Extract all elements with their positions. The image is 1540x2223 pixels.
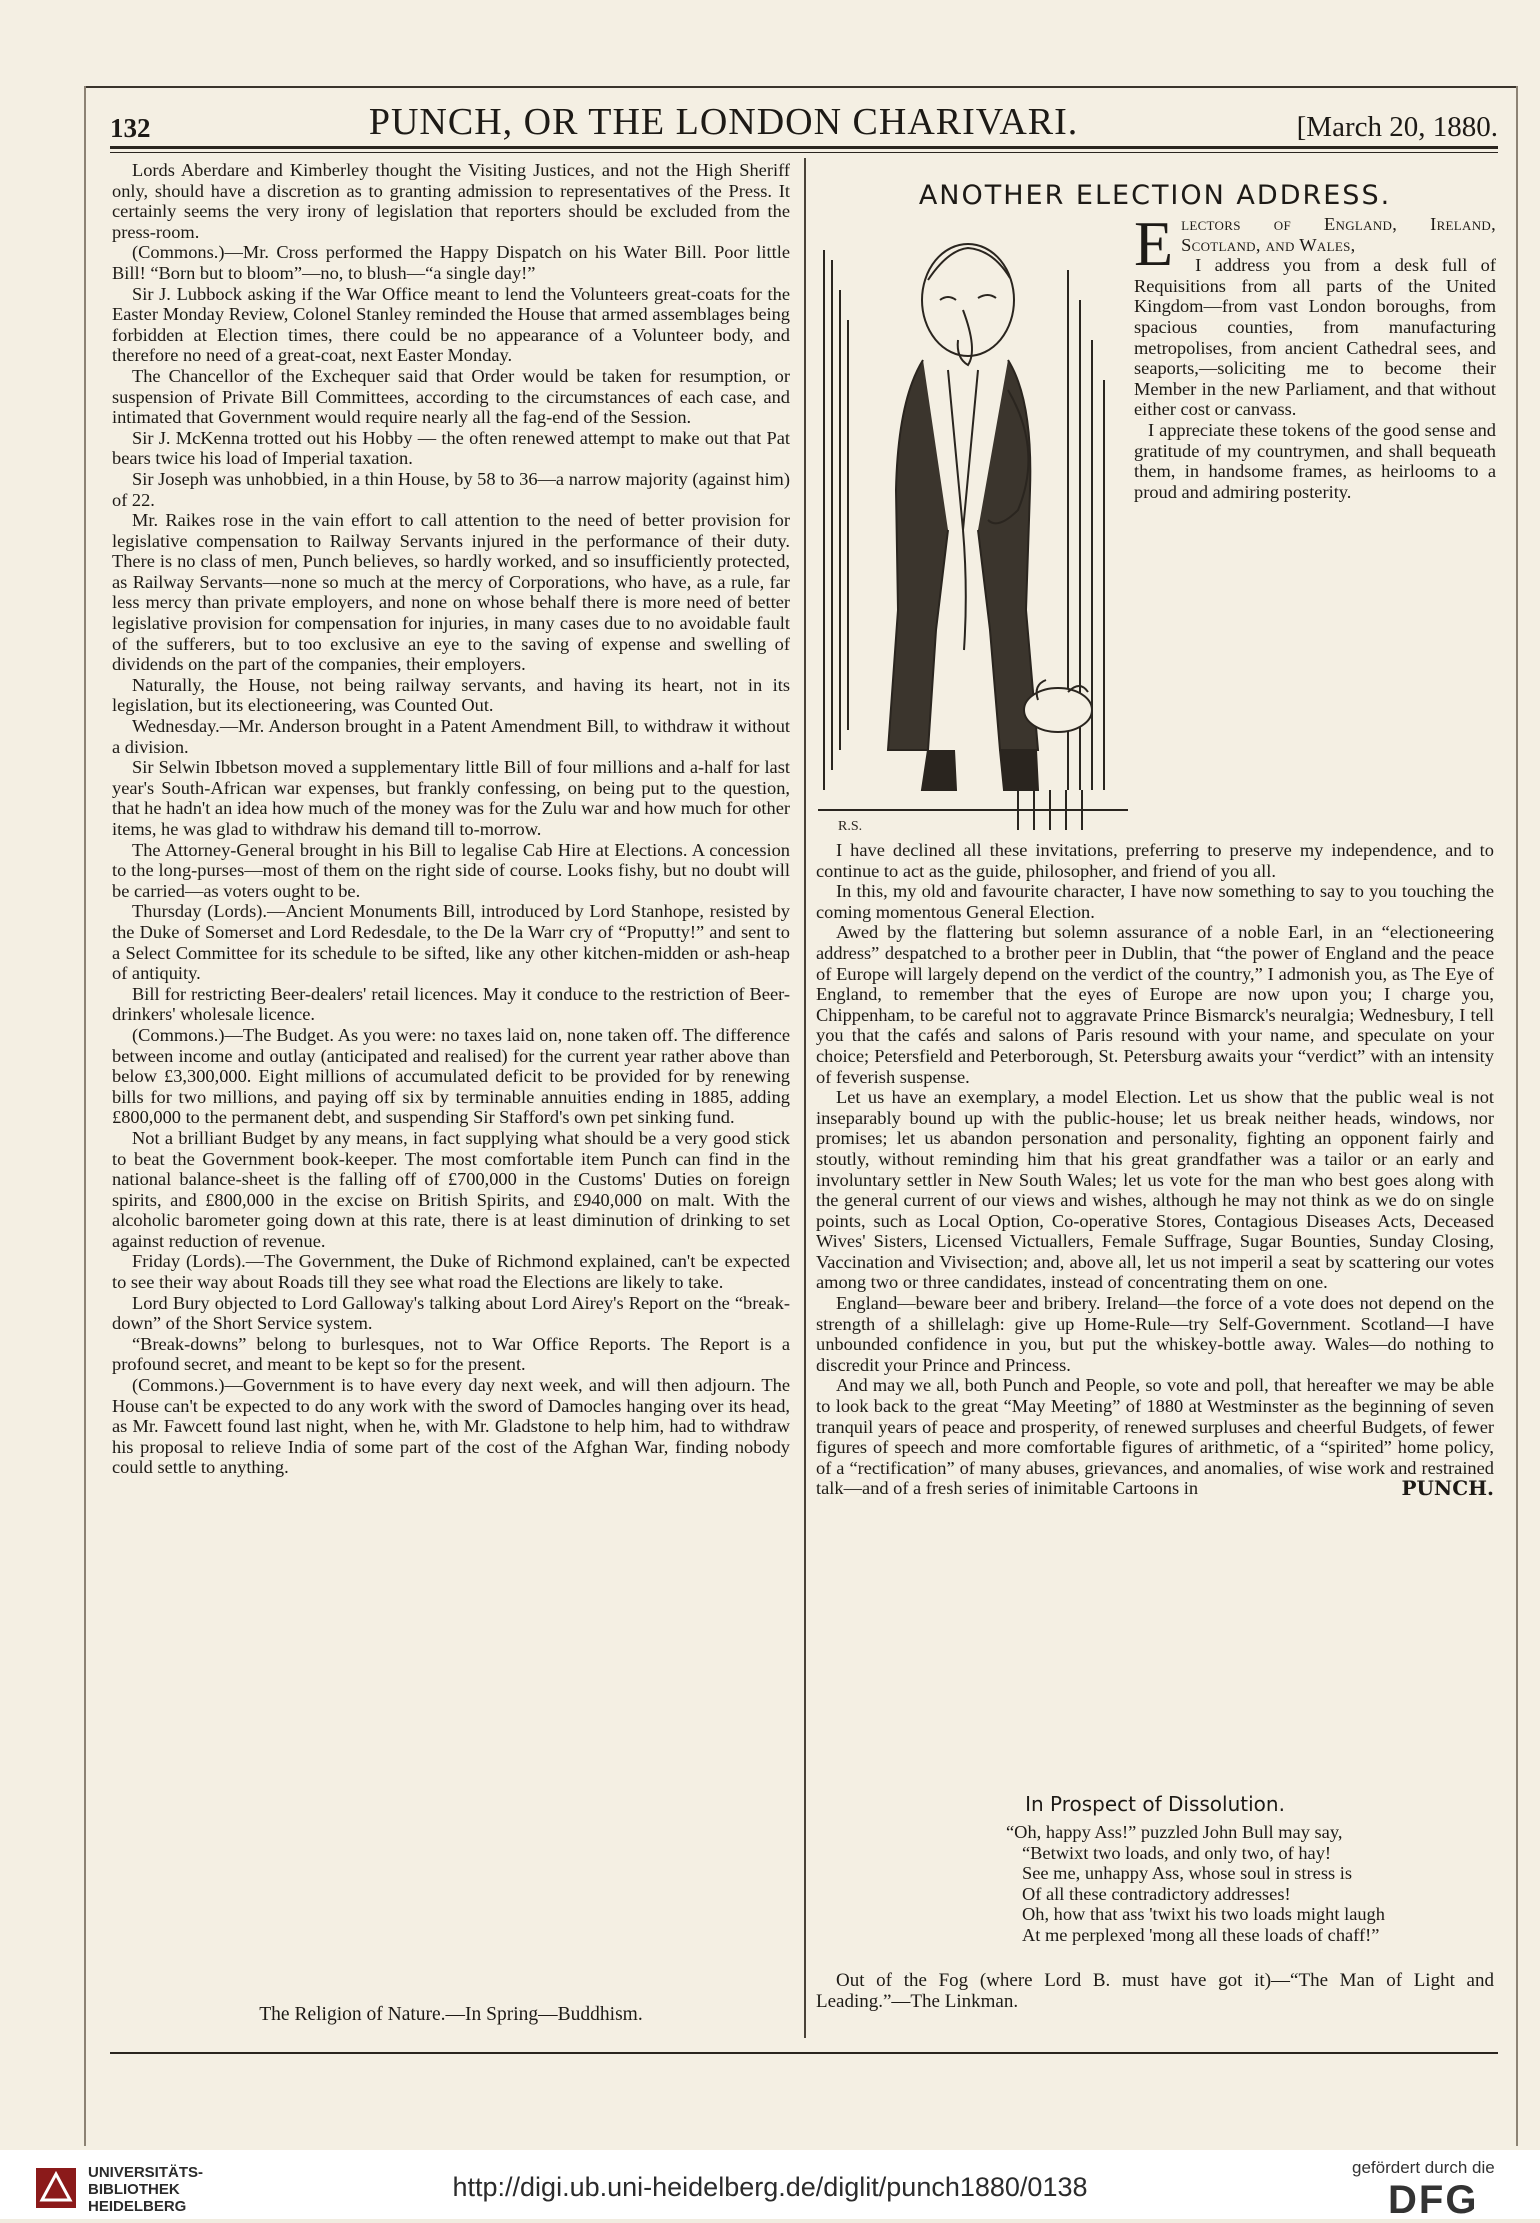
closing-text: And may we all, both Punch and People, so vote and poll, that hereafter we may be able to look back to the great “May Meeting” of 1880 at Westminster as the beginning of seven tranquil years of peace and prosperity, of renewed surpluses and cheerful Budgets, of fewer figures of speech and more comfortable figures of arithmetic, of a “spirited” home policy, of a “rectification” of many abuses, grievances, and anomalies, of wise work and restrained talk—and of a fresh series of inimitable Cartoons in	[816, 1375, 1494, 1499]
report-paragraph: Lords Aberdare and Kimberley thought the Visiting Justices, and not the High Sheriff only, should have a discretion as to granting admission to representatives of the Press. It certainly seems the very irony of legislation that reporters should be excluded from the press-room.	[112, 160, 790, 242]
report-paragraph: Mr. Raikes rose in the vain effort to call attention to the need of better provision for legislative compensation to Railway Servants injured in the performance of their duty. There is no class of men, Punch believes, so hardly worked, and so insufficiently protected, as Railway Servants—none so much at the mercy of Corporations, who have, as a rule, far less mercy than private employers, and none on whose behalf there is more need of better legislative provision for compensation for injuries, in many cases due to no avoidable fault of the sufferers, but to too exclusive an eye to the saving of expense and swelling of dividends on the part of the companies, their employers.	[112, 510, 790, 675]
poem-line: “Oh, happy Ass!” puzzled John Bull may say,	[1006, 1822, 1343, 1842]
address-paragraph: Awed by the flattering but solemn assurance of a noble Earl, in an “electioneering address” despatched to a brother peer in Dublin, that “the power of England and the peace of Europe will largely depend on the verdict of the country,” I admonish you, as The Eye of England, to remember that the eyes of Europe are now upon you; I charge you, Chippenham, to be careful not to aggravate Prince Bismarck's neuralgia; Wednesbury, I tell you that the cafés and salons of Paris resound with your name, and speculate on your choice; Petersfield and Peterborough, St. Petersburg awaits your “verdict” with an intensity of feverish suspense.	[816, 922, 1494, 1087]
frame-left-rule	[84, 86, 86, 2146]
dropcap-letter: E	[1134, 208, 1174, 279]
page-header	[110, 98, 1498, 144]
masthead-title: PUNCH, OR THE LONDON CHARIVARI.	[368, 101, 1079, 143]
report-paragraph: (Commons.)—The Budget. As you were: no taxes laid on, none taken off. The difference between income and outlay (anticipated and realised) for the current year rather above than below £3,300,000. Eight millions of accumulated deficit to be provided for by renewing bills for two millions, and paying off six by terminable annuities ending in 1885, adding £800,000 to the permanent debt, and suspending Sir Stafford's own pet sinking fund.	[112, 1024, 790, 1128]
address-paragraph: Let us have an exemplary, a model Election. Let us show that the public weal is not inseparably bound up with the public-house; let us break neither heads, windows, nor promises; let us abandon personation and personality, fighting an opponent fairly and stoutly, without reminding him that his great grandfather was a tailor or an early and involuntary settler in New South Wales; let us vote for the man who best goes along with the general current of our views and wishes, although he may not think as we do on single points, such as Local Option, Co-operative Stores, Contagious Diseases Acts, Deceased Wives' Sisters, Licensed Victuallers, Female Suffrage, Sugar Bounties, Sunday Closing, Vaccination and Vivisection; and, above all, let us not imperil a seat by scattering our votes among two or three candidates, instead of concentrating them on one.	[816, 1087, 1494, 1293]
report-paragraph: “Break-downs” belong to burlesques, not to War Office Reports. The Report is a profound secret, and meant to be kept so for the present.	[112, 1333, 790, 1375]
report-paragraph: Friday (Lords).—The Government, the Duke of Richmond explained, can't be expected to see their way about Roads till they see what road the Elections are likely to take.	[112, 1251, 790, 1293]
report-paragraph: The Chancellor of the Exchequer said that Order would be taken for resumption, or suspension of Private Bill Committees, according to the circumstances of each case, and intimated that Government would require nearly all the fag-end of the Session.	[112, 365, 790, 428]
report-paragraph: Naturally, the House, not being railway servants, and having its heart, not in its legislation, but its electioneering, was Counted Out.	[112, 674, 790, 716]
poem-line: At me perplexed 'mong all these loads of chaff!”	[1022, 1924, 1380, 1945]
out-of-the-fog-squib	[816, 1970, 1494, 2012]
poem-line: See me, unhappy Ass, whose soul in stress is	[1022, 1863, 1352, 1884]
frame-top-rule	[84, 86, 1518, 88]
address-line: lectors of England, Ireland, Scotland, and Wales,	[1181, 214, 1496, 255]
column-divider	[804, 158, 806, 2038]
poem-line: “Betwixt two loads, and only two, of hay!	[1022, 1842, 1332, 1863]
digitization-footer	[0, 2150, 1540, 2222]
address-paragraph	[816, 1375, 1494, 1499]
report-paragraph: Sir Selwin Ibbetson moved a supplementary little Bill of four millions and a-half for last year's South-African war expenses, but frankly confessing, on being put to the question, that he hadn't an idea how much of the money was for the Zulu war and how much for other items, he was glad to withdraw his demand till to-morrow.	[112, 757, 790, 839]
library-name-line: UNIVERSITÄTS-	[88, 2164, 204, 2181]
poem	[1006, 1822, 1486, 1946]
header-rule-thin	[110, 152, 1498, 153]
parliament-report-column	[112, 160, 790, 1478]
poem-line: Of all these contradictory addresses!	[1022, 1883, 1291, 1904]
address-salutation	[1134, 208, 1496, 279]
address-paragraph: In this, my old and favourite character, I have now something to say to you touching the coming momentous General Election.	[816, 881, 1494, 922]
report-paragraph: The Attorney-General brought in his Bill to legalise Cab Hire at Elections. A concession to the long-purses—most of them on the right side of course. Looks fishy, but no doubt will be carried—as voters ought to be.	[112, 839, 790, 901]
report-paragraph: Sir J. McKenna trotted out his Hobby — the often renewed attempt to make out that Pat bears twice his load of Imperial taxation.	[112, 427, 790, 469]
report-paragraph: (Commons.)—Mr. Cross performed the Happy Dispatch on his Water Bill. Poor little Bill! “Born but to bloom”—no, to blush—“a single day!”	[112, 242, 790, 283]
library-name-line: HEIDELBERG	[88, 2198, 187, 2215]
issue-date: [March 20, 1880.	[1296, 111, 1498, 143]
source-url-link[interactable]: http://digi.ub.uni-heidelberg.de/diglit/punch1880/0138	[452, 2172, 1088, 2202]
election-address-upper	[1134, 208, 1496, 502]
dfg-logo: DFG	[1388, 2178, 1479, 2222]
header-rule-thick	[110, 146, 1498, 149]
library-name-line: BIBLIOTHEK	[88, 2181, 180, 2198]
frame-right-rule	[1516, 86, 1518, 2146]
address-paragraph: I address you from a desk full of Requisitions from all parts of the United Kingdom—from vast London boroughs, from spacious counties, from manufacturing metropolises, from ancient Cathedral sees, and seaports,—soliciting me to become their Member in the new Parliament, and that without either cost or canvass.	[1134, 255, 1496, 420]
address-paragraph: I have declined all these invitations, preferring to preserve my independence, and to continue to act as the guide, philosopher, and friend of you all.	[816, 840, 1494, 881]
report-paragraph: Sir Joseph was unhobbied, in a thin House, by 58 to 36—a narrow majority (against him) of 22.	[112, 468, 790, 510]
report-paragraph: Wednesday.—Mr. Anderson brought in a Patent Amendment Bill, to withdraw it without a division.	[112, 716, 790, 757]
cartoon-signature: R.S.	[838, 819, 863, 834]
address-paragraph: England—beware beer and bribery. Ireland—the force of a vote does not depend on the strength of a shillelagh: give up Home-Rule—try Self-Government. Scotland—I have unbounded confidence in you, but put the whiskey-bottle away. Wales—do nothing to discredit your Prince and Princess.	[816, 1293, 1494, 1375]
election-address-lower	[816, 840, 1494, 1499]
report-paragraph: Not a brilliant Budget by any means, in fact supplying what should be a very good stick to beat the Government book-keeper. The most comfortable item Punch can find in the national balance-sheet is the falling off of £700,000 in the Customs' Duties on foreign spirits, and £800,000 in the excise on British Spirits, and £940,000 on malt. With the alcoholic barometer going down at this rate, there is at least diminution of drinking to set against reduction of revenue.	[112, 1127, 790, 1251]
report-paragraph: Bill for restricting Beer-dealers' retail licences. May it conduce to the restriction of Beer-drinkers' wholesale licence.	[112, 983, 790, 1025]
cartoon-illustration	[818, 230, 1128, 840]
report-paragraph: Lord Bury objected to Lord Galloway's talking about Lord Airey's Report on the “break-down” of the Short Service system.	[112, 1292, 790, 1334]
report-paragraph: Thursday (Lords).—Ancient Monuments Bill, introduced by Lord Stanhope, resisted by the Duke of Somerset and Lord Redesdale, to the De la Warr cry of “Proputty!” and sent to a Select Committee for its schedule to be sifted, like any other kitchen-midden or ash-heap of antiquity.	[112, 901, 790, 984]
article-heading: ANOTHER ELECTION ADDRESS.	[918, 180, 1392, 211]
page-number: 132	[110, 113, 151, 143]
religion-of-nature-squib: The Religion of Nature.—In Spring—Buddhism.	[259, 2004, 643, 2025]
poem-title: In Prospect of Dissolution.	[1025, 1792, 1285, 1816]
poem-line: Oh, how that ass 'twixt his two loads might laugh	[1022, 1904, 1385, 1925]
fog-text: Out of the Fog (where Lord B. must have got it)—“The Man of Light and Leading.”—The Linkman.	[816, 1970, 1494, 2012]
bottom-rule	[110, 2052, 1498, 2054]
report-paragraph: (Commons.)—Government is to have every day next week, and will then adjourn. The House can't be expected to do any work with the sword of Damocles hanging over its head, as Mr. Fawcett found last night, when he, with Mr. Gladstone to help him, had to withdraw his proposal to relieve India of some part of the cost of the Afghan War, finding nobody could settle to anything.	[112, 1375, 790, 1478]
address-paragraph: I appreciate these tokens of the good sense and gratitude of my countrymen, and shall bequeath them, in handsome frames, as heirlooms to a proud and admiring posterity.	[1134, 419, 1496, 502]
funded-by-label: gefördert durch die	[1352, 2158, 1495, 2177]
punch-signature: PUNCH.	[1401, 1476, 1494, 1501]
report-paragraph: Sir J. Lubbock asking if the War Office meant to lend the Volunteers great-coats for the Easter Monday Review, Colonel Stanley reminded the House that armed assemblages being forbidden at Election times, there could be no appearance of a Volunteer body, and therefore no need of a great-coat, next Easter Monday.	[112, 283, 790, 366]
